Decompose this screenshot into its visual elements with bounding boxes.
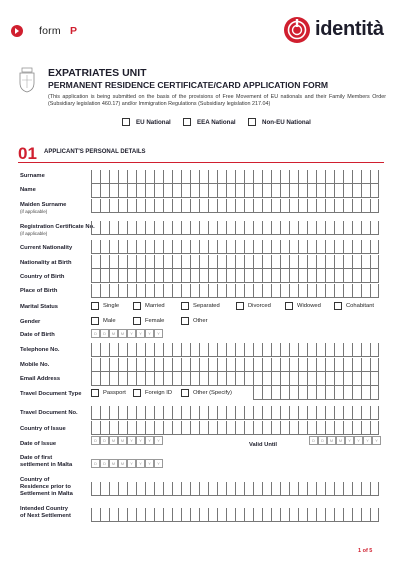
eea-national-checkbox[interactable] xyxy=(183,118,191,126)
eea-national-option[interactable]: EEA National xyxy=(183,118,236,126)
brand-name: identità xyxy=(315,18,384,40)
nationality-at-birth-input[interactable] xyxy=(91,255,379,269)
marital-widowed-checkbox[interactable] xyxy=(285,302,293,310)
marital-single-option[interactable]: Single xyxy=(91,302,119,310)
page-number: 1 of 5 xyxy=(358,548,373,554)
non-eu-national-checkbox[interactable] xyxy=(248,118,256,126)
play-circle-icon xyxy=(11,25,23,37)
registration-certificate-input[interactable] xyxy=(91,221,379,235)
name-label: Name xyxy=(20,187,36,193)
name-input[interactable] xyxy=(91,184,379,198)
email-label: Email Address xyxy=(20,376,61,382)
surname-label: Surname xyxy=(20,173,45,179)
intended-country-input[interactable] xyxy=(91,508,379,522)
registration-certificate-label: Registration Certificate No. (if applicable) xyxy=(20,224,95,236)
marital-status-label: Marital Status xyxy=(20,304,59,310)
maiden-surname-label: Maiden Surname (if applicable) xyxy=(20,202,67,214)
nationality-at-birth-label: Nationality at Birth xyxy=(20,260,72,266)
telephone-label: Telephone No. xyxy=(20,347,60,353)
marital-married-checkbox[interactable] xyxy=(133,302,141,310)
travel-other-specify-input[interactable] xyxy=(253,386,379,400)
travel-document-number-input[interactable] xyxy=(91,406,379,420)
section-title: APPLICANT'S PERSONAL DETAILS xyxy=(44,149,146,155)
unit-title: EXPATRIATES UNIT xyxy=(48,67,147,79)
country-residence-prior-input[interactable] xyxy=(91,482,379,496)
date-first-settlement-input[interactable]: D D M M Y Y Y Y xyxy=(91,459,163,468)
gender-other-checkbox[interactable] xyxy=(181,317,189,325)
mobile-input[interactable] xyxy=(91,358,379,372)
valid-until-label: Valid Until xyxy=(249,442,278,448)
non-eu-national-option[interactable]: Non-EU National xyxy=(248,118,311,126)
marital-divorced-checkbox[interactable] xyxy=(236,302,244,310)
maiden-surname-input[interactable] xyxy=(91,199,379,213)
gender-other-option[interactable]: Other xyxy=(181,317,208,325)
travel-other-checkbox[interactable] xyxy=(181,389,189,397)
travel-passport-checkbox[interactable] xyxy=(91,389,99,397)
travel-document-number-label: Travel Document No. xyxy=(20,410,78,416)
page-header xyxy=(0,0,400,62)
valid-until-input[interactable]: D D M M Y Y Y Y xyxy=(309,436,381,445)
country-of-issue-label: Country of Issue xyxy=(20,426,66,432)
section-number: 01 xyxy=(18,144,37,163)
nationality-row xyxy=(0,118,400,130)
intro-text: (This application is being submitted on the basis of the provisions of Free Movement of EU nationals and their Family Members Order (Subsidiary legislation 460.17) and/or Immigration Regulations (Subsidiary legislation 217.04) xyxy=(48,94,386,107)
marital-cohabitant-option[interactable]: Cohabitant xyxy=(334,302,374,310)
intended-country-label: Intended Country of Next Settlement xyxy=(20,506,71,519)
country-of-birth-input[interactable] xyxy=(91,269,379,283)
place-of-birth-label: Place of Birth xyxy=(20,288,58,294)
date-of-issue-label: Date of Issue xyxy=(20,441,57,447)
surname-input[interactable] xyxy=(91,170,379,184)
marital-widowed-option[interactable]: Widowed xyxy=(285,302,321,310)
date-of-issue-input[interactable]: D D M M Y Y Y Y xyxy=(91,436,163,445)
gender-label: Gender xyxy=(20,319,41,325)
marital-separated-checkbox[interactable] xyxy=(181,302,189,310)
telephone-input[interactable] xyxy=(91,343,379,357)
date-of-birth-input[interactable]: D D M M Y Y Y Y xyxy=(91,329,163,338)
gender-female-checkbox[interactable] xyxy=(133,317,141,325)
email-input[interactable] xyxy=(91,372,379,386)
gender-female-option[interactable]: Female xyxy=(133,317,164,325)
mobile-label: Mobile No. xyxy=(20,362,50,368)
travel-foreign-id-option[interactable]: Foreign ID xyxy=(133,389,172,397)
eu-national-option[interactable]: EU National xyxy=(122,118,171,126)
date-of-birth-label: Date of Birth xyxy=(20,332,55,338)
identita-logo-icon xyxy=(283,16,311,44)
gender-male-checkbox[interactable] xyxy=(91,317,99,325)
marital-single-checkbox[interactable] xyxy=(91,302,99,310)
country-of-issue-input[interactable] xyxy=(91,421,379,435)
section-divider xyxy=(18,162,384,163)
travel-document-type-label: Travel Document Type xyxy=(20,391,82,397)
country-of-birth-label: Country of Birth xyxy=(20,274,65,280)
marital-cohabitant-checkbox[interactable] xyxy=(334,302,342,310)
marital-divorced-option[interactable]: Divorced xyxy=(236,302,271,310)
current-nationality-input[interactable] xyxy=(91,240,379,254)
marital-married-option[interactable]: Married xyxy=(133,302,165,310)
travel-other-option[interactable]: Other (Specify) xyxy=(181,389,232,397)
current-nationality-label: Current Nationality xyxy=(20,245,73,251)
eu-national-checkbox[interactable] xyxy=(122,118,130,126)
form-title: PERMANENT RESIDENCE CERTIFICATE/CARD APPLICATION FORM xyxy=(48,80,329,90)
place-of-birth-input[interactable] xyxy=(91,284,379,298)
travel-foreign-id-checkbox[interactable] xyxy=(133,389,141,397)
travel-passport-option[interactable]: Passport xyxy=(91,389,126,397)
date-first-settlement-label: Date of first settlement in Malta xyxy=(20,455,73,468)
gender-male-option[interactable]: Male xyxy=(91,317,116,325)
form-letter: P xyxy=(70,25,78,37)
form-word: form xyxy=(39,25,61,37)
country-residence-prior-label: Country of Residence prior to Settlement in Malta xyxy=(20,477,73,497)
malta-crest-icon xyxy=(17,67,37,93)
marital-separated-option[interactable]: Separated xyxy=(181,302,220,310)
